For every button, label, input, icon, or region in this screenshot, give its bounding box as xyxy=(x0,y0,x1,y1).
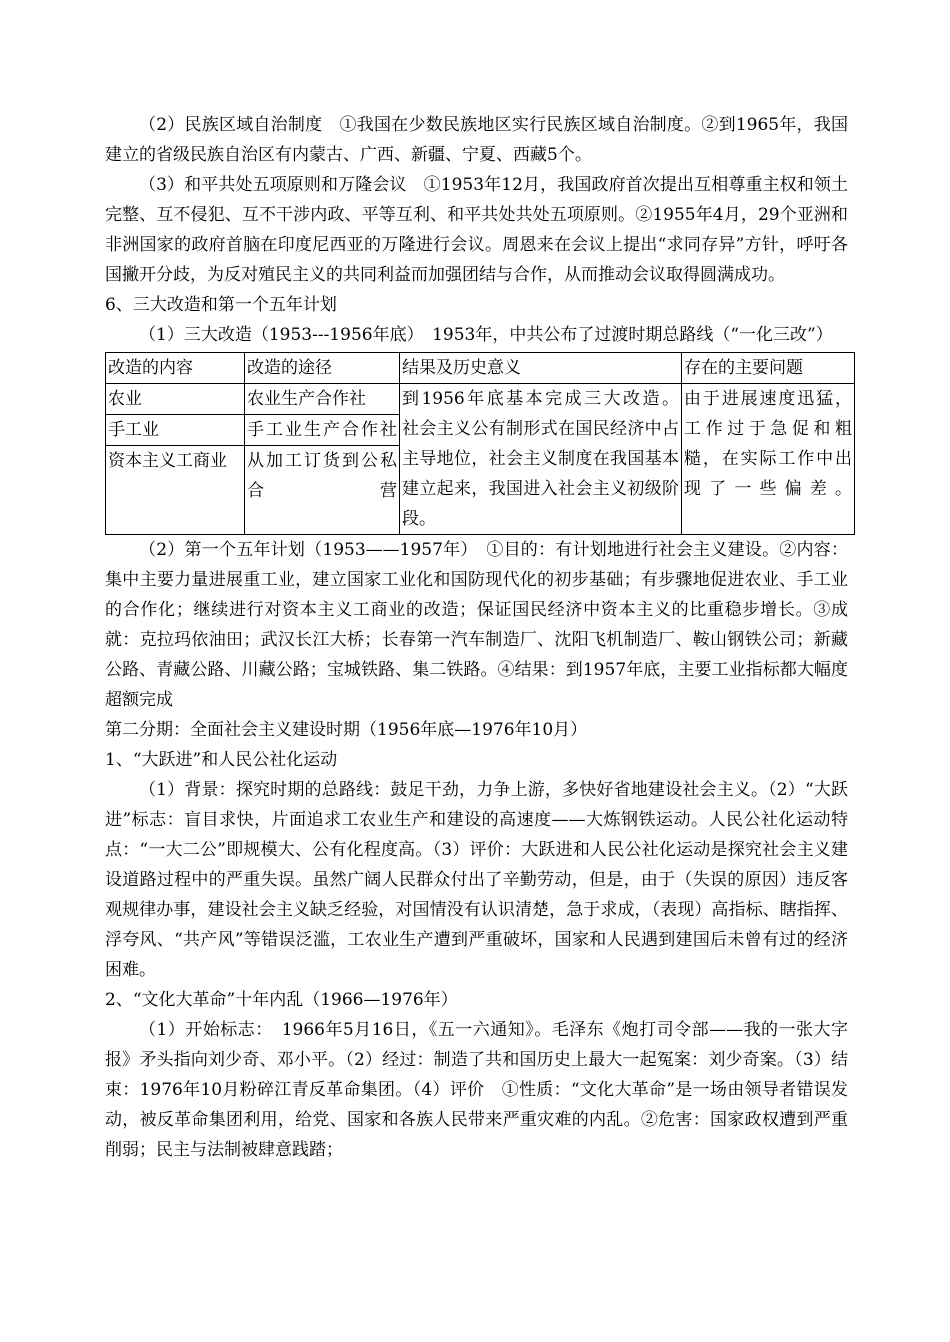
table-cell-way: 手工业生产合作社 xyxy=(245,415,400,446)
table-cell-way: 从加工订货到公私合营 xyxy=(245,446,400,535)
paragraph-cultural-revolution: （1）开始标志： 1966年5月16日，《五一六通知》。毛泽东《炮打司令部——我的一张大字报》矛头指向刘少奇、邓小平。（2）经过：制造了共和国历史上最大一起冤案：刘少奇案。（3）结束：1976年10月粉碎江青反革命集团。（4）评价 ①性质：“文化大革命”是一场由领导者错误发动，被反革命集团利用，给党、国家和各族人民带来严重灾难的内乱。②危害：国家政权遭到严重削弱；民主与法制被肆意践踏； xyxy=(105,1020,848,1160)
heading-three-transformations: 6、三大改造和第一个五年计划 xyxy=(105,295,337,315)
heading-great-leap-forward: 1、“大跃进”和人民公社化运动 xyxy=(105,750,338,770)
result-significance-text: 社会主义公有制形式在国民经济中占主导地位，社会主义制度在我国基本建立起来，我国进入社会主义初级阶段。 xyxy=(402,419,679,529)
table-header-row xyxy=(106,353,855,384)
table-header-cell: 存在的主要问题 xyxy=(682,353,855,384)
table-header-cell: 改造的内容 xyxy=(106,353,245,384)
transformation-table xyxy=(105,352,855,535)
paragraph-first-five-year-plan: （2）第一个五年计划（1953——1957年） ①目的：有计划地进行社会主义建设。②内容：集中主要力量进展重工业，建立国家工业化和国防现代化的初步基础；有步骤地促进农业、手工业的合作化；继续进行对资本主义工商业的改造；保证国民经济中资本主义的比重稳步增长。③成就：克拉玛依油田；武汉长江大桥；长春第一汽车制造厂、沈阳飞机制造厂、鞍山钢铁公司；新藏公路、青藏公路、川藏公路；宝城铁路、集二铁路。④结果：到1957年底，主要工业指标都大幅度超额完成 xyxy=(105,540,848,710)
paragraph-three-transformations: （1）三大改造（1953---1956年底） 1953年，中共公布了过渡时期总路线（“一化三改”） xyxy=(139,325,833,345)
paragraph-great-leap-forward: （1）背景：探究时期的总路线：鼓足干劲，力争上游，多快好省地建设社会主义。（2）“大跃进”标志：盲目求快，片面追求工农业生产和建设的高速度——大炼钢铁运动。人民公社化运动特点：“一大二公”即规模大、公有化程度高。（3）评价：大跃进和人民公社化运动是探究社会主义建设道路过程中的严重失误。虽然广阔人民群众付出了辛勤劳动，但是，由于（失误的原因）违反客观规律办事，建设社会主义缺乏经验，对国情没有认识清楚，急于求成，（表现）高指标、瞎指挥、浮夸风、“共产风”等错误泛滥，工农业生产遭到严重破坏，国家和人民遇到建国后未曾有过的经济困难。 xyxy=(105,780,848,980)
table-cell-way: 农业生产合作社 xyxy=(245,384,400,415)
table-header-cell: 结果及历史意义 xyxy=(400,353,682,384)
table-cell-result xyxy=(400,384,682,535)
document-page xyxy=(105,110,852,1165)
result-text: 到1956年底基本完成三大改造。 xyxy=(402,389,679,409)
paragraph-five-principles: （3）和平共处五项原则和万隆会议 ①1953年12月，我国政府首次提出互相尊重主权和领土完整、互不侵犯、互不干涉内政、平等互利、和平共处共处五项原则。②1955年4月，29个亚洲和非洲国家的政府首脑在印度尼西亚的万隆进行会议。周恩来在会议上提出“求同存异”方针，呼吁各国撇开分歧，为反对殖民主义的共同利益而加强团结与合作，从而推动会议取得圆满成功。 xyxy=(105,175,848,285)
table-cell-content: 手工业 xyxy=(106,415,245,446)
table-cell-content: 资本主义工商业 xyxy=(106,446,245,535)
table-header-cell: 改造的途径 xyxy=(245,353,400,384)
paragraph-ethnic-autonomy: （2）民族区域自治制度 ①我国在少数民族地区实行民族区域自治制度。②到1965年，我国建立的省级民族自治区有内蒙古、广西、新疆、宁夏、西藏5个。 xyxy=(105,115,848,165)
table-cell-problem: 由于进展速度迅猛，工作过于急促和粗糙，在实际工作中出现了一些偏差。 xyxy=(682,384,855,535)
table-cell-content: 农业 xyxy=(106,384,245,415)
table-row xyxy=(106,384,855,415)
heading-cultural-revolution: 2、“文化大革命”十年内乱（1966—1976年） xyxy=(105,990,458,1010)
heading-second-period: 第二分期：全面社会主义建设时期（1956年底—1976年10月） xyxy=(105,720,588,740)
